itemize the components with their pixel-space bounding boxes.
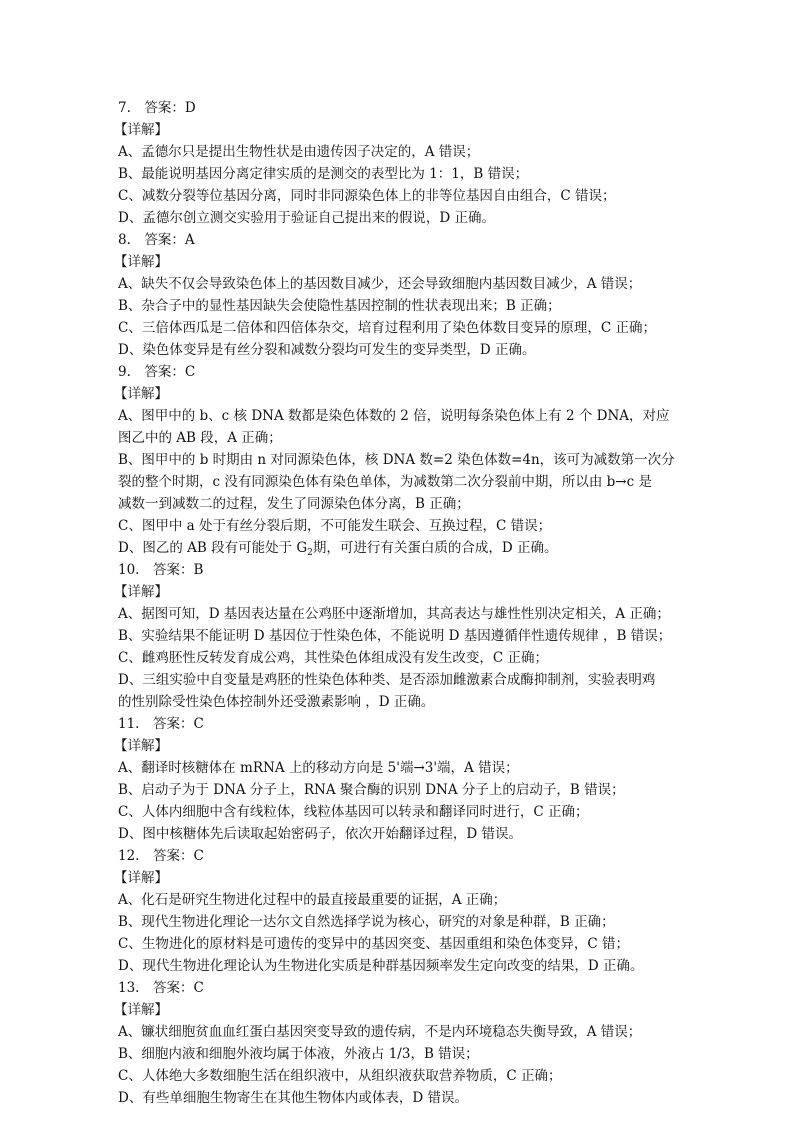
question-10-line: 的性别除受性染色体控制外还受激素影响 ，D 正确。 — [118, 694, 435, 710]
question-10-detail-label: 【详解】 — [114, 584, 168, 600]
question-10-answer: 10. 答案：B — [118, 562, 204, 578]
question-7-line: B、最能说明基因分离定律实质的是测交的表型比为 1：1，B 错误； — [118, 166, 529, 182]
question-7-line: A、孟德尔只是提出生物性状是由遗传因子决定的，A 错误； — [118, 144, 480, 160]
question-9-line: B、图甲中的 b 时期由 n 对同源染色体，核 DNA 数=2 染色体数=4n，该可为减数第一次分 — [118, 452, 675, 468]
question-11-answer: 11. 答案：C — [118, 716, 204, 732]
question-8-line: A、缺失不仅会导致染色体上的基因数目减少，还会导致细胞内基因数目减少，A 错误； — [118, 276, 642, 292]
question-9-line-d-suffix: 期，可进行有关蛋白质的合成，D 正确。 — [312, 540, 558, 556]
question-13-answer: 13. 答案：C — [118, 980, 204, 996]
question-9-line: 减数一到减数二的过程，发生了同源染色体分离，B 正确； — [118, 496, 470, 512]
question-9-line: C、图甲中 a 处于有丝分裂后期，不可能发生联会、互换过程，C 错误； — [118, 518, 552, 534]
question-13-line: B、细胞内液和细胞外液均属于体液，外液占 1/3，B 错误； — [118, 1046, 479, 1062]
question-8-line: B、杂合子中的显性基因缺失会使隐性基因控制的性状表现出来；B 正确； — [118, 298, 561, 314]
question-10-line: C、雌鸡胚性反转发育成公鸡，其性染色体组成没有发生改变，C 正确； — [118, 650, 548, 666]
question-7-line: C、减数分裂等位基因分离，同时非同源染色体上的非等位基因自由组合，C 错误； — [118, 188, 616, 204]
question-11-line: D、图中核糖体先后读取起始密码子，依次开始翻译过程，D 错误。 — [118, 826, 522, 842]
question-12-detail-label: 【详解】 — [114, 870, 168, 886]
question-11-line: A、翻译时核糖体在 mRNA 上的移动方向是 5'端→3'端，A 错误； — [118, 760, 519, 776]
question-12-answer: 12. 答案：C — [118, 848, 204, 864]
question-12-line: C、生物进化的原材料是可遗传的变异中的基因突变、基因重组和染色体变异，C 错； — [118, 936, 629, 952]
question-13-line: C、人体绝大多数细胞生活在组织液中，从组织液获取营养物质，C 正确； — [118, 1068, 562, 1084]
question-13-line: A、镰状细胞贫血血红蛋白基因突变导致的遗传病，不是内环境稳态失衡导致，A 错误； — [118, 1024, 642, 1040]
question-8-line: C、三倍体西瓜是二倍体和四倍体杂交，培育过程利用了染色体数目变异的原理，C 正确； — [118, 320, 656, 336]
question-12-line: B、现代生物进化理论一达尔文自然选择学说为核心，研究的对象是种群，B 正确； — [118, 914, 615, 930]
question-12-line: A、化石是研究生物进化过程中的最直接最重要的证据，A 正确； — [118, 892, 507, 908]
question-11-line: B、启动子为于 DNA 分子上，RNA 聚合酶的识别 DNA 分子上的启动子，B 错误； — [118, 782, 625, 798]
question-8-answer: 8. 答案：A — [118, 232, 195, 248]
question-9-line: 裂的整个时期，c 没有同源染色体有染色单体，为减数第二次分裂前中期，所以由 b→c 是 — [118, 474, 652, 490]
question-9-line: A、图甲中的 b、c 核 DNA 数都是染色体数的 2 倍，说明每条染色体上有 2 个 DNA，对应 — [118, 408, 670, 424]
question-11-line: C、人体内细胞中含有线粒体，线粒体基因可以转录和翻译同时进行，C 正确； — [118, 804, 589, 820]
question-13-detail-label: 【详解】 — [114, 1002, 168, 1018]
question-13-line: D、有些单细胞生物寄生在其他生物体内或体表，D 错误。 — [118, 1090, 468, 1106]
question-7-detail-label: 【详解】 — [114, 122, 168, 138]
answer-document — [114, 97, 686, 1109]
question-10-line: A、据图可知，D 基因表达量在公鸡胚中逐渐增加，其高表达与雄性性别决定相关，A 正确； — [118, 606, 670, 622]
question-8-detail-label: 【详解】 — [114, 254, 168, 270]
question-9-line-d-prefix: D、图乙的 AB 段有可能处于 G — [118, 540, 308, 556]
question-7-line: D、孟德尔创立测交实验用于验证自己提出来的假说，D 正确。 — [118, 210, 495, 226]
question-12-line: D、现代生物进化理论认为生物进化实质是种群基因频率发生定向改变的结果，D 正确。 — [118, 958, 644, 974]
question-9-answer: 9. 答案：C — [118, 364, 196, 380]
question-8-line: D、染色体变异是有丝分裂和减数分裂均可发生的变异类型，D 正确。 — [118, 342, 536, 358]
question-9-line: 图乙中的 AB 段，A 正确； — [118, 430, 282, 446]
question-9-line-d — [118, 537, 686, 559]
question-10-line: B、实验结果不能证明 D 基因位于性染色体，不能说明 D 基因遵循伴性遗传规律 ，B 错误； — [118, 628, 672, 644]
g2-subscript: 2 — [307, 548, 313, 558]
question-9-detail-label: 【详解】 — [114, 386, 168, 402]
question-11-detail-label: 【详解】 — [114, 738, 168, 754]
question-10-line: D、三组实验中自变量是鸡胚的性染色体种类、是否添加雌激素合成酶抑制剂，实验表明鸡 — [118, 672, 656, 688]
question-7-answer: 7. 答案：D — [118, 100, 196, 116]
